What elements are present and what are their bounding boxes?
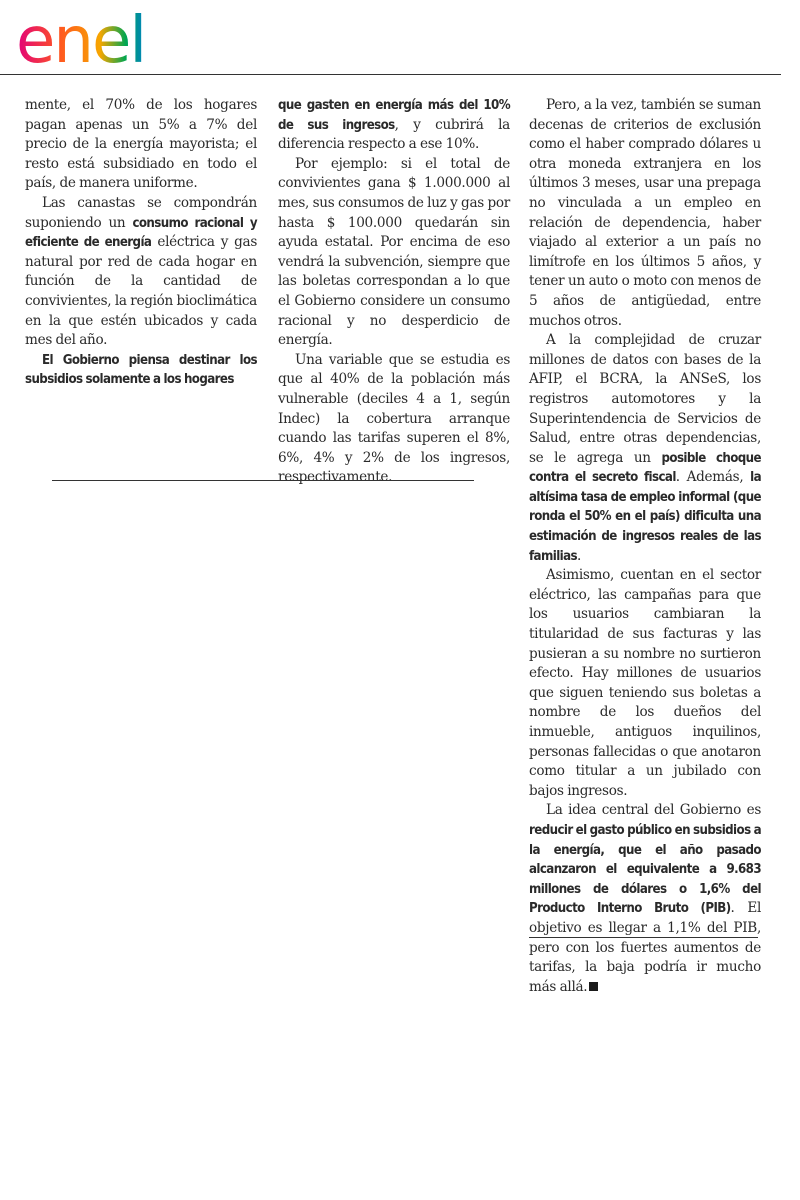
end-of-article-mark [589, 982, 598, 991]
header-rule [0, 74, 781, 75]
text-run: . [576, 547, 582, 564]
text-run: . El objetivo es llegar a 1,1% del PIB, pero con los fuertes aumentos de tarifas, la baja podría ir mucho más allá. [529, 900, 761, 995]
enel-logo [16, 6, 186, 70]
text-run: La idea central del Gobierno es [546, 802, 761, 819]
logo-wordmark: enel [16, 6, 146, 70]
bold-text-run: El Gobierno piensa destinar los subsidios solamente a los hogares [25, 352, 257, 388]
bold-text-run: la altísima tasa de empleo informal (que ronda el 50% en el país) dificulta una estimación de ingresos reales de las familias [529, 470, 761, 564]
article-paragraph [278, 351, 510, 488]
article-column-3 [529, 96, 761, 997]
article-paragraph [25, 351, 257, 390]
text-run: . Además, [675, 469, 751, 486]
column-rule-right [529, 937, 758, 938]
article-paragraph [529, 331, 761, 566]
text-run: eléctrica y gas natural por red de cada hogar en función de la cantidad de convivientes, la región bioclimática en la que estén ubicados y cada mes del año. [25, 234, 258, 349]
article-paragraph [278, 155, 510, 351]
article-paragraph [278, 96, 510, 155]
text-run: Por ejemplo: si el total de convivientes gana $ 1.000.000 al mes, sus consumos de luz y gas por hasta $ 100.000 quedarán sin ayuda estatal. Por encima de eso vendrá la subvención, siempre que las boletas correspondan a lo que el Gobierno considere un consumo racional y no desperdicio de energía. [278, 155, 510, 349]
article-paragraph [529, 801, 761, 997]
article-paragraph [25, 194, 257, 351]
bold-text-run: consumo racional y eficiente de energía [25, 215, 258, 251]
bold-text-run: que gasten en energía más del 10% de sus ingresos [278, 98, 510, 133]
text-run: Asimismo, cuentan en el sector eléctrico, las campañas para que los usuarios cambiaran la titularidad de sus facturas y las pusieran a su nombre no surtieron efecto. Hay millones de usuarios que siguen teniendo sus boletas a nombre de los dueños del inmueble, antiguos inquilinos, personas fallecidas o que anotaron como titular a un jubilado con bajos ingresos. [529, 567, 761, 799]
bold-text-run: reducir el gasto público en subsidios a la energía, que el año pasado alcanzaron el equivalente a 9.683 millones de dólares o 1,6% del Producto Interno Bruto (PIB) [529, 822, 761, 917]
text-run: , y cubrirá la diferencia respecto a ese 10%. [278, 116, 510, 153]
article-column-2 [278, 96, 510, 488]
text-run: Pero, a la vez, también se suman decenas de criterios de exclusión como el haber comprado dólares u otra moneda extranjera en los últimos 3 meses, usar una prepaga no vinculada a un empleo en relación de dependencia, haber viajado al exterior a un país no limítrofe en los últimos 5 años, y tener un auto o moto con menos de 5 años de antigüedad, entre muchos otros. [529, 97, 761, 329]
text-run: A la complejidad de cruzar millones de datos con bases de la AFIP, el BCRA, la ANSeS, los registros automotores y la Superintendencia de Servicios de Salud, entre otras dependencias, se le agrega un [529, 332, 761, 466]
column-rule-middle [52, 480, 474, 481]
text-run: mente, el 70% de los hogares pagan apenas un 5% a 7% del precio de la energía mayorista; el resto está subsidiado en todo el país, de manera uniforme. [25, 97, 257, 192]
article-paragraph [529, 566, 761, 801]
text-run: Las canastas se compondrán suponiendo un [25, 194, 257, 231]
article-column-1 [25, 96, 257, 390]
article-paragraph [529, 96, 761, 331]
article-paragraph [25, 96, 257, 194]
text-run: Una variable que se estudia es que al 40% de la población más vulnerable (deciles 4 a 1, según Indec) la cobertura arranque cuando las tarifas superen el 8%, 6%, 4% y 2% de los ingresos, respectivamente. [278, 351, 510, 486]
bold-text-run: posible choque contra el secreto fiscal [529, 450, 761, 486]
